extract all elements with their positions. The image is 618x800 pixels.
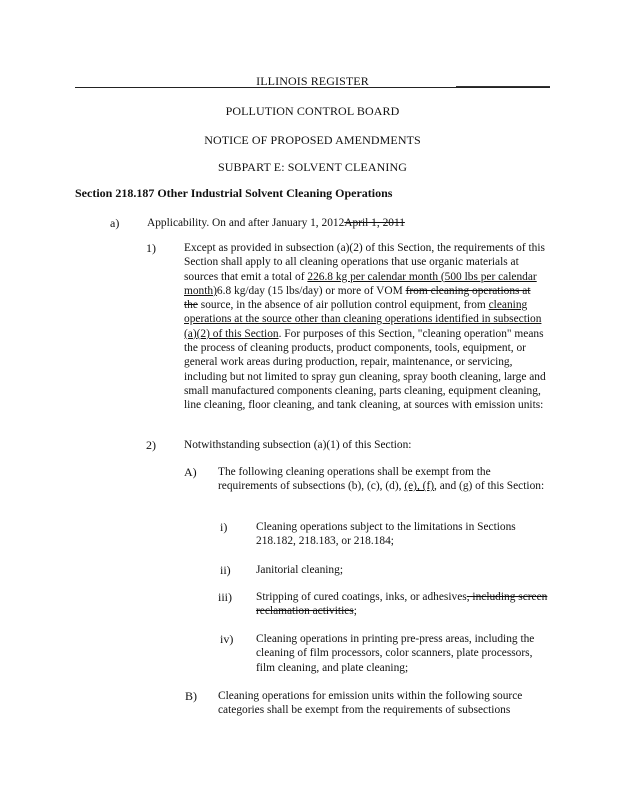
- item-i-text: Cleaning operations subject to the limitations in Sections 218.182, 218.183, or 218.184;: [256, 521, 516, 548]
- subparagraph-A-inserted: (e), (f): [404, 480, 435, 493]
- paragraph-1-part2: 6.8 kg/day (15 lbs/day) or more of VOM: [216, 284, 406, 297]
- register-title: ILLINOIS REGISTER: [256, 74, 369, 88]
- item-iii-text: [256, 590, 548, 619]
- paragraph-1-struck-1: from cleaning operations at the: [184, 284, 531, 312]
- paragraph-1-part1: Except as provided in subsection (a)(2) of this Section, the requirements of this Section shall apply to all cleaning operations that use organic materials at sources that emit a total of: [184, 242, 545, 283]
- notice-title: NOTICE OF PROPOSED AMENDMENTS: [204, 133, 421, 147]
- paragraph-1-inserted-2: cleaning operations at the source other than cleaning operations identified in subsection (a)(2) of this Section: [184, 299, 542, 340]
- item-ii-marker: ii): [220, 563, 231, 577]
- subparagraph-A-text: [218, 465, 548, 494]
- board-title: POLLUTION CONTROL BOARD: [225, 104, 400, 118]
- paragraph-1-marker: 1): [146, 241, 156, 255]
- subsection-a-marker: a): [110, 216, 120, 230]
- subparagraph-B-text: Cleaning operations for emission units within the following source categories shall be exempt from the requirements of subsections: [218, 690, 523, 717]
- subparagraph-A-part1: The following cleaning operations shall be exempt from the requirements of subsections (b), (c), (d),: [218, 466, 491, 493]
- item-ii-text: Janitorial cleaning;: [256, 564, 343, 576]
- item-i-marker: i): [220, 520, 228, 534]
- item-iv-marker: iv): [220, 632, 234, 646]
- subsection-a-text: [147, 216, 547, 230]
- item-iii-part1: Stripping of cured coatings, inks, or adhesives: [256, 591, 467, 603]
- paragraph-2-text: Notwithstanding subsection (a)(1) of this Section:: [184, 439, 412, 451]
- subpart-title: SUBPART E: SOLVENT CLEANING: [217, 160, 407, 174]
- item-iv-text: Cleaning operations in printing pre-press areas, including the cleaning of film processors, color scanners, plate processors, film cleaning, and plate cleaning;: [256, 633, 535, 674]
- item-iii-part2: ;: [353, 605, 357, 618]
- item-iii-struck: , including screen reclamation activities: [256, 591, 548, 618]
- paragraph-1-part4: . For purposes of this Section, "cleaning operation" means the process of cleaning products, product components, tools, equipment, or general work areas during production, repair, maintenance, or servicing, including but not limited to spray gun cleaning, spray booth cleaning, large and small manufactured components cleaning, parts cleaning, equipment cleaning, line cleaning, floor cleaning, and tank cleaning, at sources with emission units:: [184, 327, 546, 412]
- paragraph-1-text: [184, 241, 546, 413]
- paragraph-1-part3: source, in the absence of air pollution control equipment, from: [197, 299, 489, 312]
- subparagraph-A-part2: , and (g) of this Section:: [434, 480, 545, 493]
- paragraph-2-marker: 2): [146, 438, 156, 452]
- subparagraph-B-marker: B): [185, 689, 197, 703]
- section-heading: Section 218.187 Other Industrial Solvent Cleaning Operations: [75, 186, 393, 200]
- item-iii-marker: iii): [218, 590, 232, 604]
- paragraph-1-inserted-1: 226.8 kg per calendar month (500 lbs per calendar month): [184, 270, 537, 297]
- subparagraph-A-marker: A): [184, 465, 197, 479]
- subsection-a-lead: Applicability. On and after January 1, 2012: [147, 217, 345, 229]
- subsection-a-struck: April 1, 2011: [344, 217, 405, 229]
